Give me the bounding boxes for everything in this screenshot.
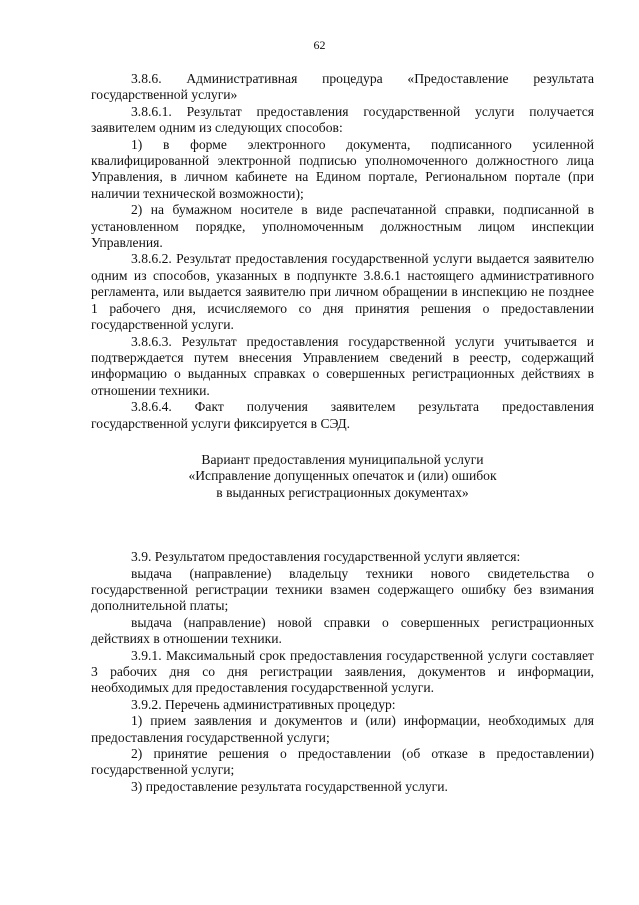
section-heading-line: «Исправление допущенных опечаток и (или) ошибок [188, 468, 497, 484]
page-content [91, 71, 594, 795]
paragraph: выдача (направление) владельцу техники нового свидетельства о государственной регистрации техники взамен содержащего ошибку без взимания дополнительной платы; [91, 565, 594, 614]
paragraph: 3.8.6. Административная процедура «Предоставление результата государственной услуги» [91, 71, 594, 103]
paragraph: выдача (направление) новой справки о совершенных регистрационных действиях в отношении техники. [91, 614, 594, 647]
section-heading [91, 452, 594, 501]
paragraph: 3.8.6.4. Факт получения заявителем результата предоставления государственной услуги фиксируется в СЭД. [91, 399, 594, 431]
spacer [91, 501, 594, 549]
paragraph: 3.8.6.2. Результат предоставления государственной услуги выдается заявителю одним из способов, указанных в подпункте 3.8.6.1 настоящего административного регламента, или выдается заявителю при личном обращении в инспекцию не позднее 1 рабочего дня, исчисляемого со дня принятия решения о предоставлении государственной услуги. [91, 251, 594, 333]
paragraph: 1) прием заявления и документов и (или) информации, необходимых для предоставления государственной услуги; [91, 713, 594, 745]
paragraph: 2) на бумажном носителе в виде распечатанной справки, подписанной в установленном порядке, уполномоченным должностным лицом инспекции Управления. [91, 202, 594, 251]
paragraph: 3.9.1. Максимальный срок предоставления государственной услуги составляет 3 рабочих дня со дня регистрации заявления, документов и информации, необходимых для предоставления государственной услуги. [91, 647, 594, 696]
section-heading-line: Вариант предоставления муниципальной услуги [201, 451, 484, 467]
paragraph: 3.9. Результатом предоставления государственной услуги является: [131, 549, 521, 565]
paragraph: 2) принятие решения о предоставлении (об отказе в предоставлении) государственной услуги; [91, 746, 594, 778]
paragraph: 3) предоставление результата государственной услуги. [131, 778, 448, 794]
paragraph: 3.8.6.3. Результат предоставления государственной услуги учитывается и подтверждается путем внесения Управлением сведений в реестр, содержащий информацию о выданных справках о совершенных регистрационных действиях в отношении техники. [91, 333, 594, 398]
section-heading-line: в выданных регистрационных документах» [216, 484, 469, 500]
paragraph: 1) в форме электронного документа, подписанного усиленной квалифицированной электронной подписью уполномоченного должностного лица Управления, в личном кабинете на Едином портале, Региональном портале (при наличии технической возможности); [91, 136, 594, 201]
page-number: 62 [313, 38, 326, 52]
paragraph: 3.8.6.1. Результат предоставления государственной услуги получается заявителем одним из следующих способов: [91, 103, 594, 136]
paragraph: 3.9.2. Перечень административных процедур: [131, 696, 396, 712]
